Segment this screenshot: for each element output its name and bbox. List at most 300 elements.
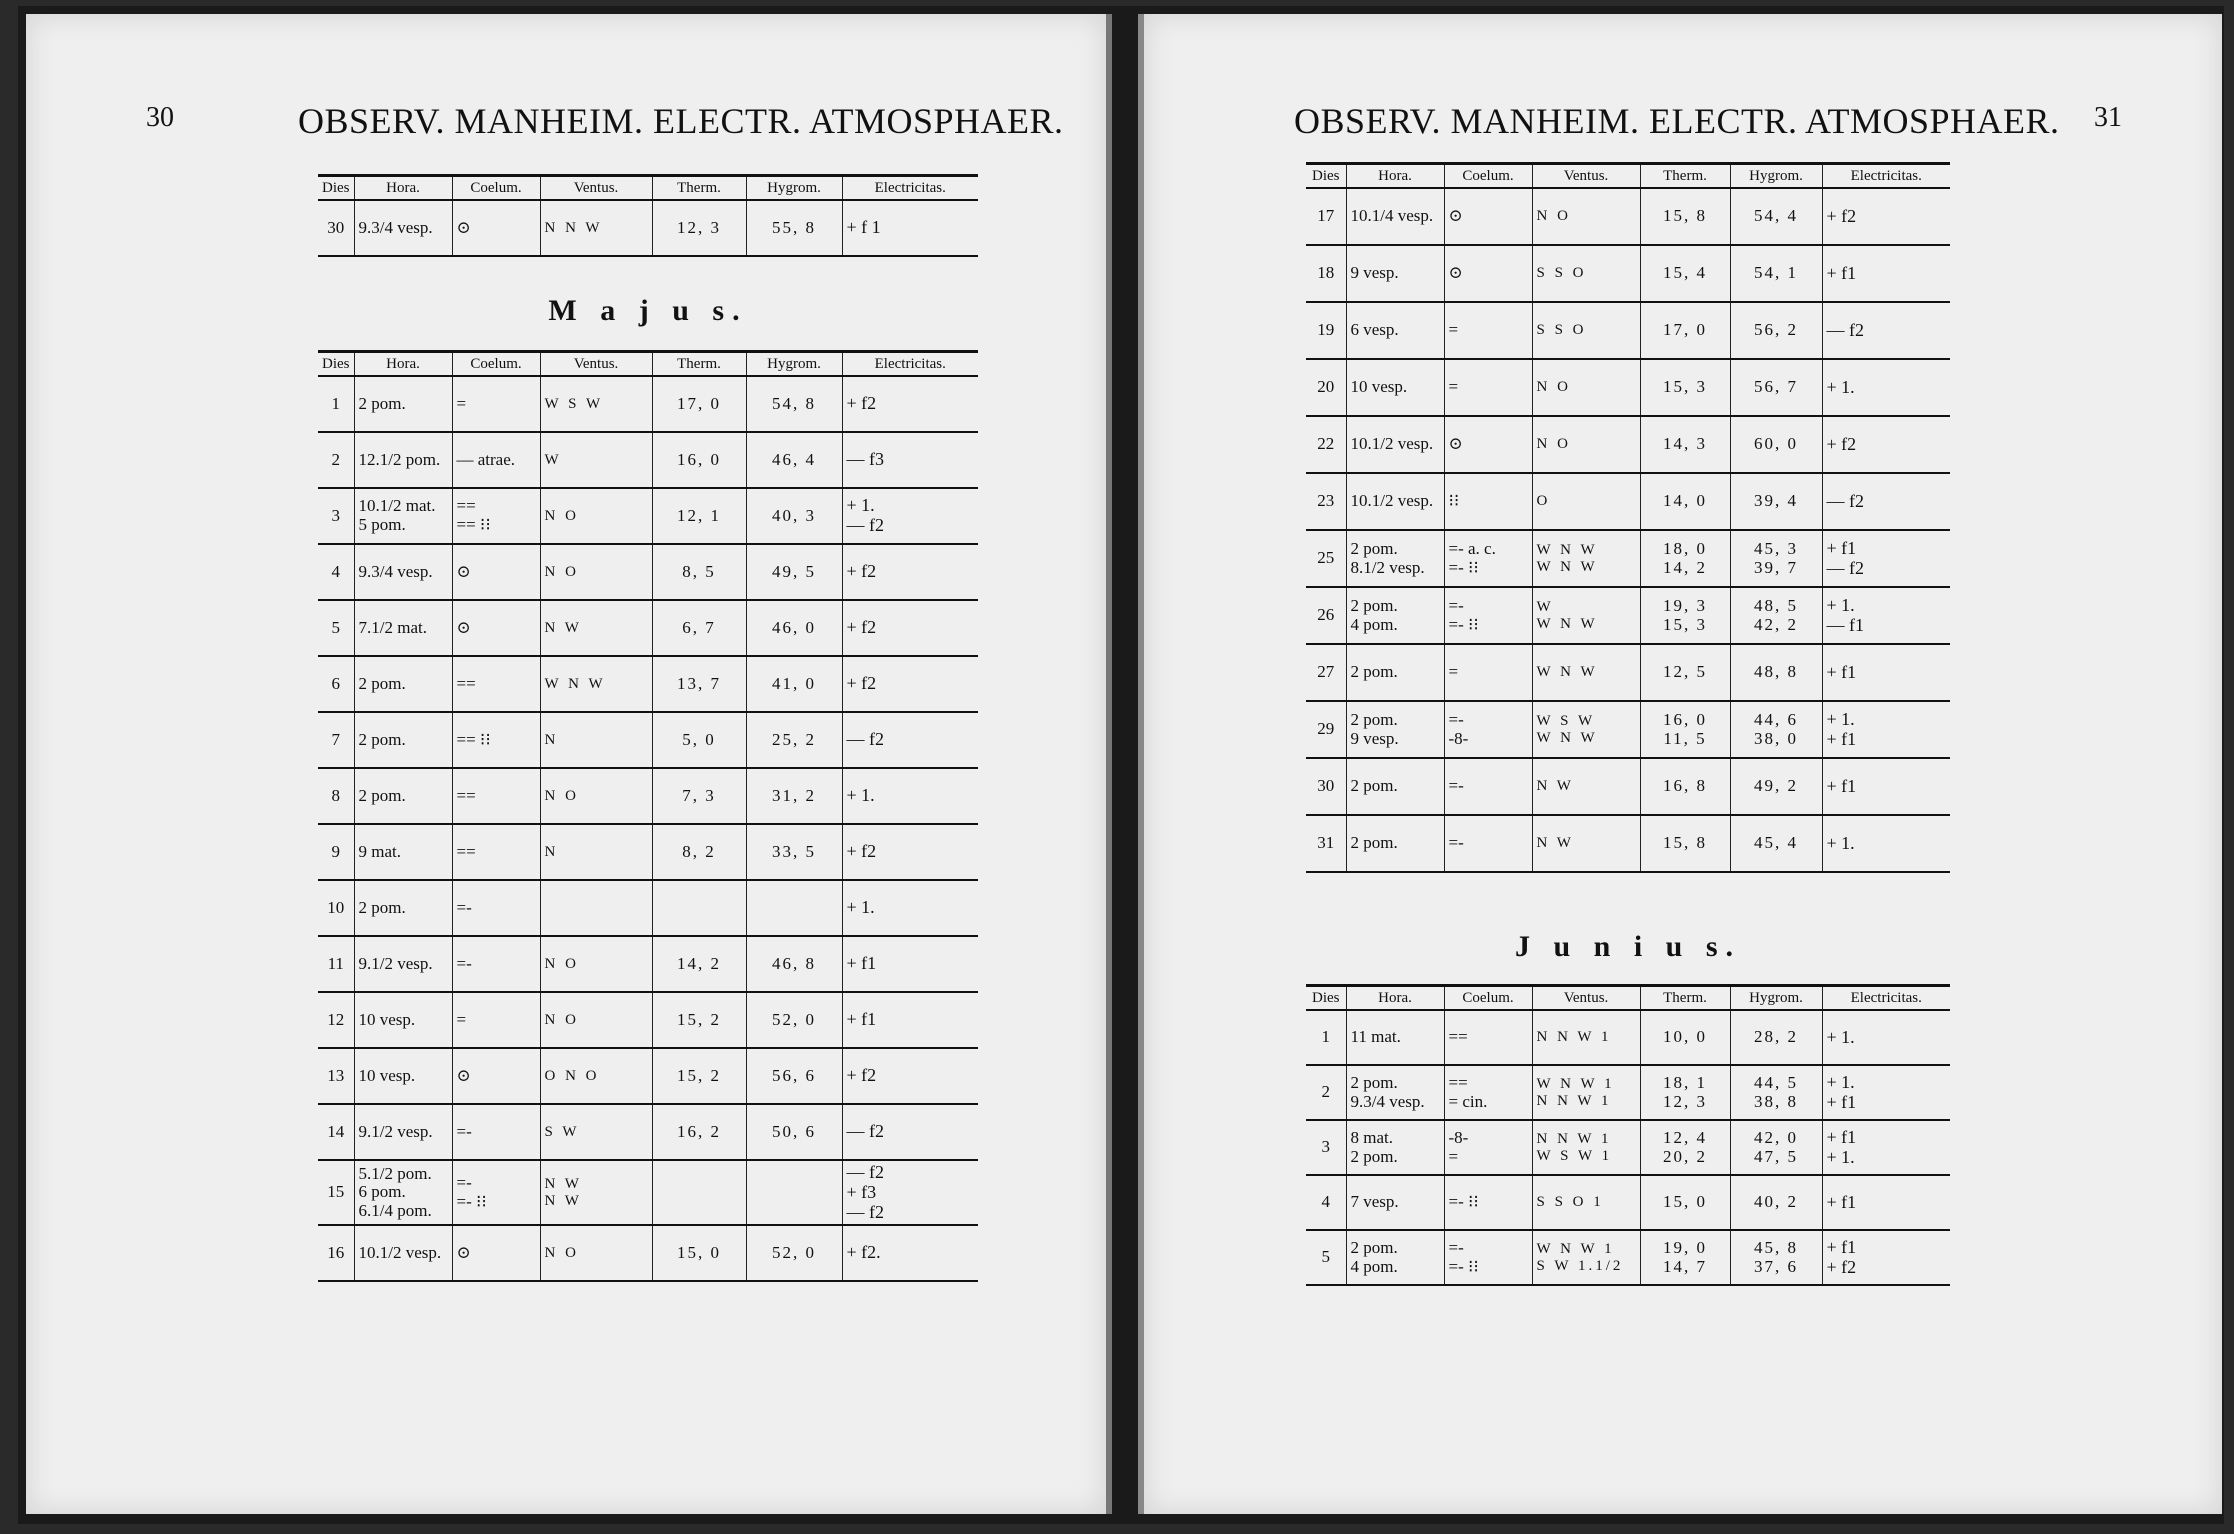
cell-coelum-line: =- [1448,1237,1464,1257]
cell-coelum-line: =- ⁝⁝ [1448,557,1479,577]
cell-coelum: = [452,376,540,432]
cell-hygrom-line: 48, 5 [1754,595,1798,615]
cell-hora: 2 pom. [1346,758,1444,815]
cell-electricitas-line: + f1 [1826,1091,1857,1112]
header-therm: Therm. [652,352,746,377]
cell-ventus [1532,701,1640,758]
table-row [1306,188,1950,245]
cell-ventus [1532,530,1640,587]
cell-coelum-line: = [1448,1146,1459,1166]
observation-table-junius [1306,984,1950,1286]
cell-hygrom [1730,701,1822,758]
cell-hygrom-line: 37, 6 [1754,1256,1798,1276]
cell-electricitas-line: + 1. [1826,594,1855,615]
cell-hora: 10.1/2 vesp. [1346,473,1444,530]
cell-ventus: N O [540,936,652,992]
cell-therm-line: 20, 2 [1663,1146,1707,1166]
cell-coelum-line: == ⁝⁝ [456,515,491,534]
cell-electricitas-line: + 1. [1826,1146,1855,1167]
cell-electricitas: — f2 [1822,302,1950,359]
cell-hora-line: 10.1/2 mat. [358,496,436,516]
cell-therm: 16, 8 [1640,758,1730,815]
cell-ventus: S W [540,1104,652,1160]
cell-hygrom: 46, 8 [746,936,842,992]
cell-therm: 8, 5 [652,544,746,600]
cell-hora-line: 5 pom. [358,515,406,534]
cell-hygrom-line: 47, 5 [1754,1146,1798,1166]
cell-ventus [1532,1120,1640,1175]
cell-electricitas: + f2 [1822,188,1950,245]
cell-ventus-line: S W 1.1/2 [1536,1257,1624,1274]
table-row [318,488,978,544]
header-coelum: Coelum. [1444,986,1532,1011]
cell-hora [1346,1065,1444,1120]
header-hygrom: Hygrom. [1730,164,1822,189]
cell-hygrom: 45, 4 [1730,815,1822,872]
cell-coelum: — atrae. [452,432,540,488]
observation-table-majus-continued [1306,162,1950,873]
cell-electricitas: — f2 [1822,473,1950,530]
cell-hygrom: 54, 1 [1730,245,1822,302]
cell-electricitas: + 1. [1822,1010,1950,1065]
cell-coelum [1444,1230,1532,1285]
cell-dies: 25 [1306,530,1346,587]
page-number: 30 [146,102,174,133]
table-row [1306,530,1950,587]
cell-therm: 12, 5 [1640,644,1730,701]
table-row [318,936,978,992]
table-row [1306,815,1950,872]
cell-hygrom: 33, 5 [746,824,842,880]
table-row [318,1225,978,1281]
cell-electricitas [1822,701,1950,758]
cell-coelum: ⊙ [452,1048,540,1104]
table-row [318,544,978,600]
cell-ventus: N O [540,1225,652,1281]
cell-ventus-line: N W [544,1192,582,1209]
cell-ventus: N O [540,544,652,600]
cell-electricitas: + f2 [1822,416,1950,473]
header-ventus: Ventus. [1532,986,1640,1011]
table-row [1306,1230,1950,1285]
cell-electricitas: + f2 [842,1048,978,1104]
cell-electricitas: + 1. [1822,815,1950,872]
cell-hora: 10 vesp. [1346,359,1444,416]
cell-hora: 10 vesp. [354,1048,452,1104]
cell-electricitas-line: — f2 [846,1162,884,1182]
right-page [1138,14,2222,1514]
cell-hygrom: 56, 6 [746,1048,842,1104]
cell-ventus-line: W N W [1536,729,1598,746]
table-row [318,1048,978,1104]
cell-hygrom [1730,587,1822,644]
cell-hora: 7 vesp. [1346,1175,1444,1230]
cell-hora: 2 pom. [354,376,452,432]
cell-therm: 15, 8 [1640,188,1730,245]
table-row [1306,1065,1950,1120]
cell-therm: 15, 3 [1640,359,1730,416]
table-row [318,1104,978,1160]
cell-therm: 14, 0 [1640,473,1730,530]
cell-dies: 20 [1306,359,1346,416]
cell-hora: 9.1/2 vesp. [354,1104,452,1160]
cell-hora [1346,530,1444,587]
cell-dies: 15 [318,1160,354,1225]
cell-coelum-line: =- ⁝⁝ [1448,1256,1479,1276]
cell-therm [1640,1120,1730,1175]
table-row [318,992,978,1048]
cell-hygrom: 25, 2 [746,712,842,768]
cell-hygrom: 40, 3 [746,488,842,544]
cell-therm [1640,701,1730,758]
cell-therm: 15, 0 [1640,1175,1730,1230]
cell-hora: 10.1/2 vesp. [354,1225,452,1281]
cell-coelum [1444,701,1532,758]
cell-coelum: =- [1444,758,1532,815]
cell-therm: 15, 0 [652,1225,746,1281]
cell-therm: 15, 2 [652,992,746,1048]
cell-coelum-line: =- ⁝⁝ [456,1191,487,1211]
cell-hora [1346,1230,1444,1285]
cell-therm-line: 15, 3 [1663,614,1707,634]
table-header-row [318,176,978,201]
cell-dies: 7 [318,712,354,768]
cell-dies: 16 [318,1225,354,1281]
cell-hora-line: 2 pom. [1350,1146,1398,1166]
table-row [1306,644,1950,701]
cell-ventus-line: W S W 1 [1536,1147,1613,1164]
header-coelum: Coelum. [1444,164,1532,189]
cell-ventus: N W [540,600,652,656]
cell-hora: 2 pom. [354,880,452,936]
cell-dies: 30 [1306,758,1346,815]
cell-electricitas [1822,530,1950,587]
cell-electricitas: + 1. [1822,359,1950,416]
header-electricitas: Electricitas. [1822,164,1950,189]
cell-hora: 7.1/2 mat. [354,600,452,656]
observation-table-april [318,174,978,257]
cell-hygrom: 40, 2 [1730,1175,1822,1230]
header-dies: Dies [318,176,354,201]
cell-dies: 30 [318,200,354,256]
cell-dies: 27 [1306,644,1346,701]
header-dies: Dies [1306,164,1346,189]
cell-hygrom [746,1160,842,1225]
header-hora: Hora. [354,352,452,377]
cell-dies: 6 [318,656,354,712]
cell-dies: 13 [318,1048,354,1104]
cell-therm: 8, 2 [652,824,746,880]
cell-hora: 9 mat. [354,824,452,880]
cell-therm: 7, 3 [652,768,746,824]
cell-electricitas: + f1 [1822,1175,1950,1230]
cell-coelum-line: =- [1448,595,1464,615]
cell-electricitas-line: — f2 [846,515,884,535]
cell-coelum-line: == [456,496,476,516]
cell-electricitas-line: — f2 [1826,557,1864,578]
table-header-row [1306,164,1950,189]
cell-ventus-line: W S W [1536,713,1596,729]
cell-ventus [1532,1230,1640,1285]
cell-coelum: = [1444,302,1532,359]
cell-coelum: ⊙ [452,200,540,256]
cell-therm [652,880,746,936]
cell-ventus-line: N N W 1 [1536,1131,1612,1147]
cell-hora: 10.1/2 vesp. [1346,416,1444,473]
cell-electricitas: + 1. [842,880,978,936]
cell-ventus: N [540,712,652,768]
cell-electricitas-line: + f1 [1826,537,1857,558]
cell-coelum [452,1160,540,1225]
cell-hora: 9 vesp. [1346,245,1444,302]
cell-coelum [1444,587,1532,644]
cell-electricitas-line: + f1 [1826,728,1857,749]
cell-hygrom: 56, 2 [1730,302,1822,359]
cell-electricitas [1822,1230,1950,1285]
cell-dies: 3 [318,488,354,544]
cell-electricitas: + f2 [842,824,978,880]
cell-hygrom: 28, 2 [1730,1010,1822,1065]
table-row [1306,758,1950,815]
cell-therm: 5, 0 [652,712,746,768]
cell-hora-line: 4 pom. [1350,1256,1398,1276]
cell-dies: 9 [318,824,354,880]
cell-hora-line: 2 pom. [1350,538,1398,558]
cell-hora: 2 pom. [354,712,452,768]
cell-electricitas: + f2 [842,376,978,432]
cell-hygrom-line: 42, 2 [1754,614,1798,634]
cell-electricitas [1822,1065,1950,1120]
cell-coelum-line: =- ⁝⁝ [1448,614,1479,634]
cell-hora: 9.3/4 vesp. [354,544,452,600]
header-electricitas: Electricitas. [842,176,978,201]
cell-coelum: = [452,992,540,1048]
table-row [318,1160,978,1225]
cell-ventus-line: W N W [1536,558,1598,575]
cell-coelum [1444,1120,1532,1175]
cell-ventus: N O [540,768,652,824]
cell-electricitas-line: + 1. [846,495,875,516]
table-row [318,432,978,488]
cell-coelum: ⊙ [1444,188,1532,245]
header-hygrom: Hygrom. [746,176,842,201]
cell-dies: 26 [1306,587,1346,644]
cell-coelum: ⊙ [1444,245,1532,302]
cell-hygrom: 41, 0 [746,656,842,712]
cell-ventus [1532,1065,1640,1120]
cell-electricitas-line: + 1. [1826,708,1855,729]
cell-therm: 12, 1 [652,488,746,544]
cell-hygrom-line: 45, 3 [1754,538,1798,558]
cell-dies: 4 [1306,1175,1346,1230]
cell-hygrom [1730,1230,1822,1285]
header-therm: Therm. [1640,164,1730,189]
cell-electricitas [842,1160,978,1225]
page-number: 31 [2094,102,2122,133]
cell-hora [354,488,452,544]
cell-hora [354,1160,452,1225]
cell-electricitas-line: + f1 [1826,1126,1857,1147]
cell-dies: 31 [1306,815,1346,872]
table-row [318,656,978,712]
cell-hygrom: 60, 0 [1730,416,1822,473]
book-spread [18,6,2224,1524]
table-row [318,600,978,656]
cell-therm [1640,1065,1730,1120]
cell-hora [1346,587,1444,644]
cell-coelum [1444,1065,1532,1120]
cell-electricitas-line: + f1 [1826,1236,1857,1257]
cell-hora: 9.3/4 vesp. [354,200,452,256]
cell-coelum [452,488,540,544]
cell-hygrom-line: 38, 8 [1754,1091,1798,1111]
cell-coelum: ⁝⁝ [1444,473,1532,530]
table-row [1306,302,1950,359]
cell-therm: 17, 0 [652,376,746,432]
cell-ventus: N [540,824,652,880]
cell-ventus: W N W [1532,644,1640,701]
cell-electricitas: — f2 [842,1104,978,1160]
running-head: OBSERV. MANHEIM. ELECTR. ATMOSPHAER. [1294,101,2060,141]
header-ventus: Ventus. [540,176,652,201]
table-row [1306,359,1950,416]
table-row [1306,1120,1950,1175]
table-header-row [1306,986,1950,1011]
cell-therm: 16, 0 [652,432,746,488]
cell-hygrom: 49, 5 [746,544,842,600]
cell-ventus: W S W [540,376,652,432]
cell-hora: 11 mat. [1346,1010,1444,1065]
cell-ventus: N O [1532,359,1640,416]
cell-hora-line: 9 vesp. [1350,728,1399,748]
header-coelum: Coelum. [452,352,540,377]
cell-electricitas-line: + f2 [1826,1256,1857,1277]
cell-ventus-line: W N W [1536,542,1598,558]
cell-hygrom: 49, 2 [1730,758,1822,815]
cell-ventus: O [1532,473,1640,530]
cell-therm: 14, 2 [652,936,746,992]
cell-electricitas: + f1 [1822,644,1950,701]
header-coelum: Coelum. [452,176,540,201]
cell-hygrom [1730,530,1822,587]
cell-coelum: == [452,656,540,712]
cell-ventus: O N O [540,1048,652,1104]
cell-therm [1640,587,1730,644]
cell-ventus: N O [540,488,652,544]
cell-therm: 16, 2 [652,1104,746,1160]
cell-hora-line: 6.1/4 pom. [358,1201,432,1221]
cell-therm [1640,1230,1730,1285]
cell-therm-line: 14, 7 [1663,1256,1707,1276]
cell-dies: 5 [318,600,354,656]
cell-coelum: =- [452,1104,540,1160]
cell-coelum: == ⁝⁝ [452,712,540,768]
cell-coelum: == [452,824,540,880]
cell-hora: 2 pom. [1346,644,1444,701]
cell-electricitas: + f1 [1822,758,1950,815]
cell-hora: 10 vesp. [354,992,452,1048]
cell-hora-line: 2 pom. [1350,595,1398,615]
cell-therm-line: 11, 5 [1663,728,1707,748]
cell-ventus-line: W [1536,599,1554,615]
cell-ventus: N N W 1 [1532,1010,1640,1065]
cell-hora: 10.1/4 vesp. [1346,188,1444,245]
cell-dies: 1 [1306,1010,1346,1065]
table-row [1306,1175,1950,1230]
cell-dies: 11 [318,936,354,992]
cell-ventus: N N W [540,200,652,256]
cell-coelum [1444,530,1532,587]
cell-ventus-line: W N W 1 [1536,1241,1615,1257]
header-ventus: Ventus. [1532,164,1640,189]
cell-hora-line: 2 pom. [1350,1072,1398,1092]
cell-ventus: W [540,432,652,488]
cell-ventus: N W [1532,815,1640,872]
table-row [1306,701,1950,758]
cell-therm: 13, 7 [652,656,746,712]
cell-coelum: =- [452,880,540,936]
cell-ventus: S S O [1532,302,1640,359]
cell-therm-line: 12, 3 [1663,1091,1707,1111]
cell-hora-line: 8.1/2 vesp. [1350,557,1425,577]
cell-electricitas: + f1 [842,992,978,1048]
cell-hygrom-line: 44, 6 [1754,709,1798,729]
running-head: OBSERV. MANHEIM. ELECTR. ATMOSPHAER. [298,101,1064,141]
cell-hora: 2 pom. [1346,815,1444,872]
left-page [26,14,1112,1514]
cell-therm: 14, 3 [1640,416,1730,473]
cell-hygrom-line: 39, 7 [1754,557,1798,577]
cell-hygrom: 52, 0 [746,1225,842,1281]
cell-electricitas-line: + f3 [846,1181,877,1202]
cell-hygrom-line: 42, 0 [1754,1127,1798,1147]
cell-dies: 3 [1306,1120,1346,1175]
cell-coelum: ⊙ [452,1225,540,1281]
cell-hygrom-line: 44, 5 [1754,1072,1798,1092]
cell-therm: 15, 8 [1640,815,1730,872]
cell-hygrom-line: 38, 0 [1754,728,1798,748]
cell-electricitas: + f2 [842,544,978,600]
cell-ventus [540,880,652,936]
header-electricitas: Electricitas. [842,352,978,377]
cell-hygrom-line: 45, 8 [1754,1237,1798,1257]
header-electricitas: Electricitas. [1822,986,1950,1011]
cell-dies: 12 [318,992,354,1048]
cell-dies: 18 [1306,245,1346,302]
cell-electricitas: + f2. [842,1225,978,1281]
cell-hora [1346,1120,1444,1175]
header-dies: Dies [1306,986,1346,1011]
cell-therm: 17, 0 [1640,302,1730,359]
cell-hygrom: 46, 4 [746,432,842,488]
table-row [318,768,978,824]
cell-dies: 5 [1306,1230,1346,1285]
cell-therm-line: 16, 0 [1663,709,1707,729]
cell-hygrom: 31, 2 [746,768,842,824]
cell-ventus: N O [1532,416,1640,473]
table-row [1306,1010,1950,1065]
cell-coelum: =- [1444,815,1532,872]
cell-dies: 14 [318,1104,354,1160]
cell-electricitas [842,488,978,544]
cell-therm: 6, 7 [652,600,746,656]
table-row [318,376,978,432]
cell-hygrom [746,880,842,936]
cell-hygrom: 39, 4 [1730,473,1822,530]
cell-hora-line: 2 pom. [1350,1237,1398,1257]
table-row [318,880,978,936]
cell-hygrom: 50, 6 [746,1104,842,1160]
